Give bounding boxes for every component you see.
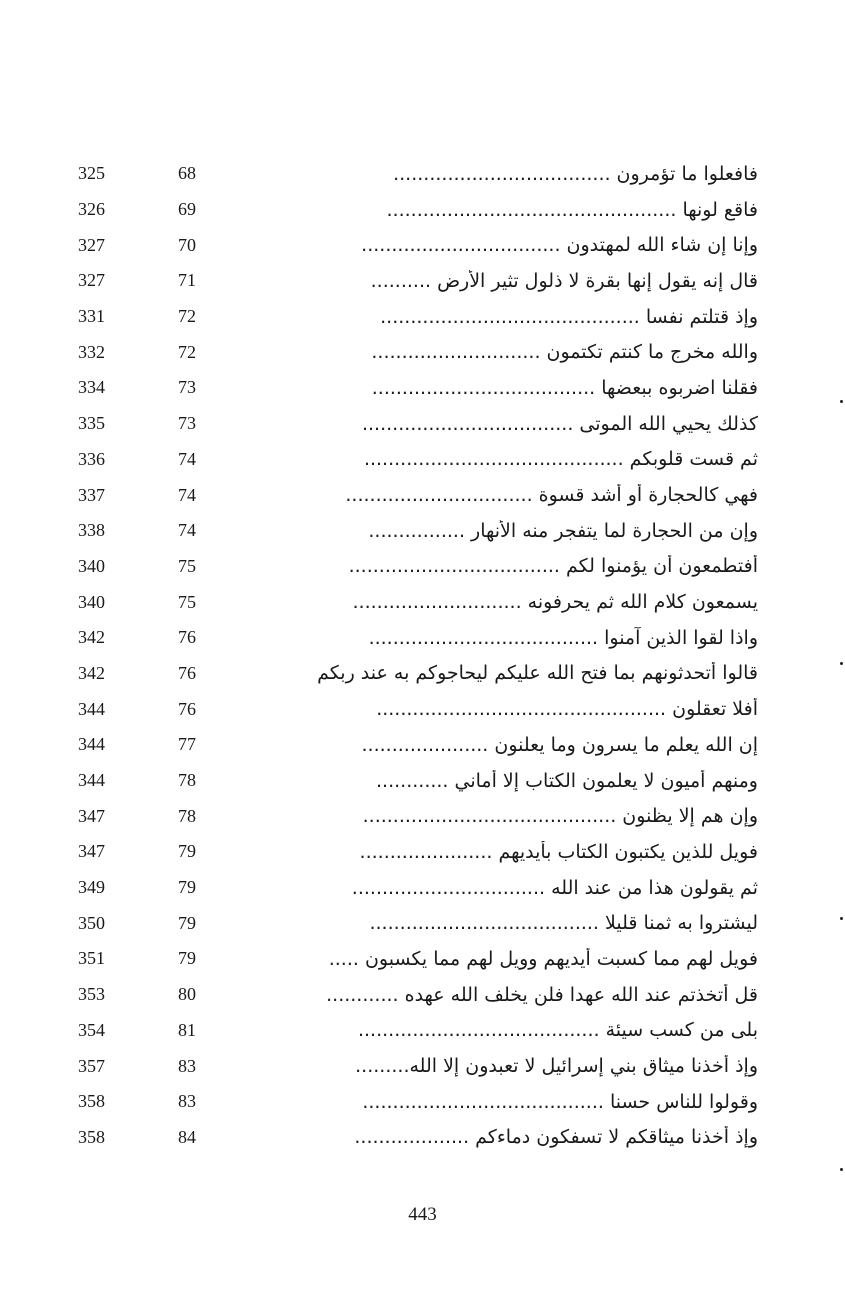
verse-text: ثم يقولون هذا من عند الله ................................ [351, 876, 758, 899]
edge-dot [840, 917, 843, 920]
verse-text: فويل للذين يكتبون الكتاب بأيديهم ...................... [359, 840, 758, 863]
verse-text: فهي كالحجارة أو أشد قسوة ............................... [345, 484, 758, 507]
index-row [78, 656, 758, 692]
verse-number: 70 [178, 234, 196, 255]
verse-text: أفتطمعون أن يؤمنوا لكم ................................... [348, 555, 758, 578]
index-row [78, 334, 758, 370]
verse-text: وإنا إن شاء الله لمهتدون ................................. [361, 234, 758, 257]
index-row [78, 513, 758, 549]
verse-text: إن الله يعلم ما يسرون وما يعلنون ..................... [361, 733, 758, 756]
verse-number: 75 [178, 591, 196, 612]
verse-number: 79 [178, 841, 196, 862]
verse-number: 79 [178, 877, 196, 898]
verse-number: 76 [178, 698, 196, 719]
verse-number: 76 [178, 627, 196, 648]
reference-number: 357 [78, 1055, 105, 1076]
index-row [78, 834, 758, 870]
verse-number: 74 [178, 520, 196, 541]
verse-text: يسمعون كلام الله ثم يحرفونه ............................ [352, 591, 758, 614]
index-row [78, 870, 758, 906]
reference-number: 347 [78, 841, 105, 862]
verse-text: قل أتخذتم عند الله عهدا فلن يخلف الله عهده ............ [326, 983, 758, 1006]
reference-number: 358 [78, 1091, 105, 1112]
verse-number: 72 [178, 306, 196, 327]
reference-number: 347 [78, 805, 105, 826]
index-row [78, 406, 758, 442]
verse-text: وإذ قتلتم نفسا ........................................... [380, 305, 758, 328]
index-row [78, 620, 758, 656]
index-row [78, 905, 758, 941]
index-row [78, 584, 758, 620]
reference-number: 349 [78, 877, 105, 898]
reference-number: 338 [78, 520, 105, 541]
verse-text: أفلا تعقلون ................................................ [376, 698, 758, 721]
reference-number: 344 [78, 698, 105, 719]
verse-number: 68 [178, 163, 196, 184]
reference-number: 358 [78, 1126, 105, 1147]
reference-number: 340 [78, 555, 105, 576]
verse-number: 79 [178, 948, 196, 969]
reference-number: 336 [78, 448, 105, 469]
reference-number: 327 [78, 270, 105, 291]
index-row [78, 691, 758, 727]
verse-text: والله مخرج ما كنتم تكتمون ............................ [371, 341, 758, 364]
verse-text: وإذ أخذنا ميثاقكم لا تسفكون دماءكم ................... [354, 1126, 758, 1149]
verse-text: وقولوا للناس حسنا ........................................ [362, 1090, 758, 1113]
index-row [78, 1048, 758, 1084]
verse-text: كذلك يحيي الله الموتى ................................... [361, 412, 758, 435]
verse-text: ومنهم أميون لا يعلمون الكتاب إلا أماني ............ [376, 769, 758, 792]
verse-number: 73 [178, 413, 196, 434]
verse-text: فافعلوا ما تؤمرون .................................... [393, 162, 758, 185]
verse-number: 76 [178, 662, 196, 683]
reference-number: 342 [78, 627, 105, 648]
verse-text: فاقع لونها ................................................ [386, 198, 758, 221]
index-row [78, 192, 758, 228]
index-row [78, 477, 758, 513]
verse-text: فقلنا اضربوه ببعضها ..................................... [371, 376, 758, 399]
verse-number: 74 [178, 484, 196, 505]
edge-dot [840, 400, 843, 403]
verse-text: وإن من الحجارة لما يتفجر منه الأنهار ................ [368, 519, 758, 542]
reference-number: 332 [78, 341, 105, 362]
verse-text: وإذ أخذنا ميثاق بني إسرائيل لا تعبدون إلا الله......... [355, 1055, 758, 1078]
verse-number: 74 [178, 448, 196, 469]
verse-text: فويل لهم مما كسبت أيديهم وويل لهم مما يكسبون ..... [328, 947, 758, 970]
verse-text: قالوا أتحدثونهم بما فتح الله عليكم ليحاجوكم به عند ربكم [317, 662, 758, 685]
verse-number: 71 [178, 270, 196, 291]
verse-number: 78 [178, 770, 196, 791]
index-row [78, 156, 758, 192]
reference-number: 350 [78, 912, 105, 933]
index-row [78, 763, 758, 799]
verse-number: 75 [178, 555, 196, 576]
index-row [78, 1013, 758, 1049]
verse-number: 83 [178, 1091, 196, 1112]
verse-text: وإن هم إلا يظنون .......................................... [362, 805, 758, 828]
reference-number: 331 [78, 306, 105, 327]
verse-text: قال إنه يقول إنها بقرة لا ذلول تثير الأرض .......... [370, 269, 758, 292]
verse-number: 83 [178, 1055, 196, 1076]
verse-number: 73 [178, 377, 196, 398]
verse-number: 79 [178, 912, 196, 933]
reference-number: 334 [78, 377, 105, 398]
reference-number: 344 [78, 734, 105, 755]
reference-number: 344 [78, 770, 105, 791]
verse-text: ثم قست قلوبكم ........................................... [363, 448, 758, 471]
index-row [78, 227, 758, 263]
edge-dot [840, 1168, 843, 1171]
verse-number: 81 [178, 1019, 196, 1040]
verse-number: 78 [178, 805, 196, 826]
reference-number: 327 [78, 234, 105, 255]
page-number: 443 [408, 1204, 437, 1225]
reference-number: 342 [78, 662, 105, 683]
verse-index-list [78, 156, 758, 1155]
index-row [78, 299, 758, 335]
index-row [78, 263, 758, 299]
index-row [78, 977, 758, 1013]
verse-text: واذا لقوا الذين آمنوا ...................................... [368, 626, 758, 649]
reference-number: 337 [78, 484, 105, 505]
verse-number: 84 [178, 1126, 196, 1147]
reference-number: 354 [78, 1019, 105, 1040]
edge-dot [840, 662, 843, 665]
index-row [78, 941, 758, 977]
verse-number: 69 [178, 199, 196, 220]
verse-text: ليشتروا به ثمنا قليلا ...................................... [369, 912, 758, 935]
reference-number: 335 [78, 413, 105, 434]
index-row [78, 549, 758, 585]
reference-number: 326 [78, 199, 105, 220]
index-row [78, 727, 758, 763]
index-row [78, 370, 758, 406]
verse-number: 72 [178, 341, 196, 362]
index-row [78, 1084, 758, 1120]
verse-number: 77 [178, 734, 196, 755]
index-row [78, 442, 758, 478]
index-row [78, 1120, 758, 1156]
reference-number: 351 [78, 948, 105, 969]
index-row [78, 798, 758, 834]
verse-text: بلى من كسب سيئة ........................................ [357, 1019, 758, 1042]
reference-number: 325 [78, 163, 105, 184]
reference-number: 353 [78, 984, 105, 1005]
verse-number: 80 [178, 984, 196, 1005]
reference-number: 340 [78, 591, 105, 612]
